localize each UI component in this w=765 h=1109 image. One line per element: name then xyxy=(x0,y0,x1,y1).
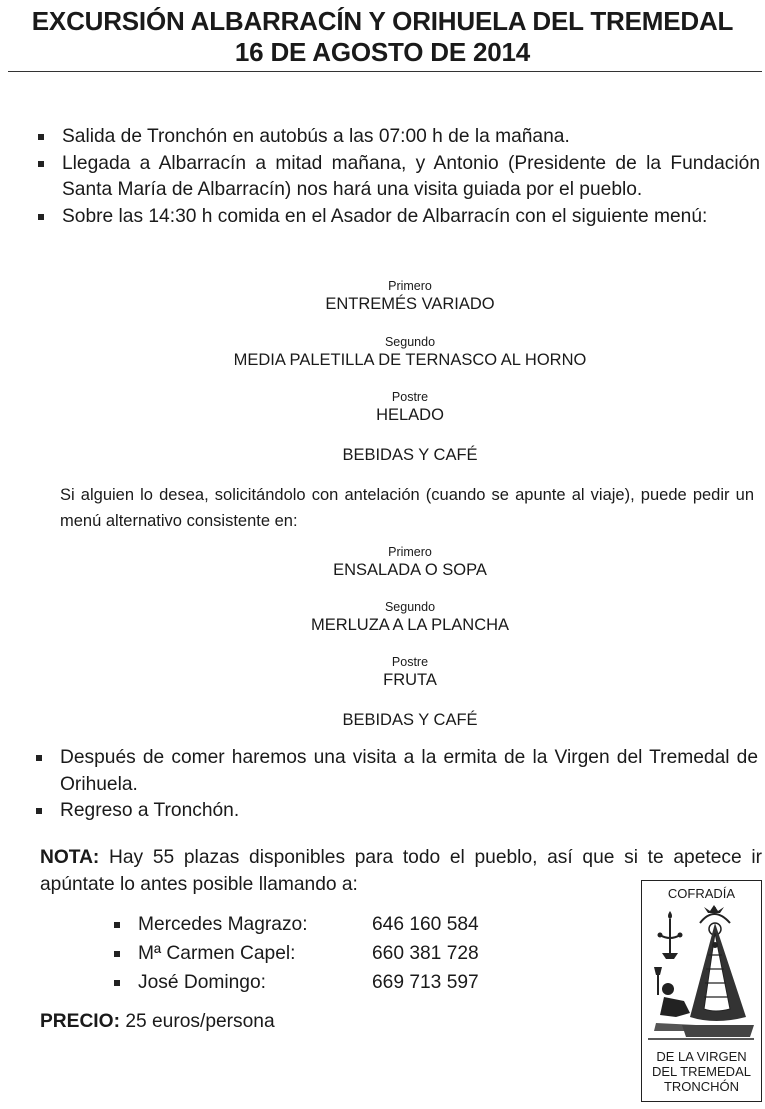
bullet-icon xyxy=(36,755,42,761)
course-dish: MERLUZA A LA PLANCHA xyxy=(310,616,510,634)
menu-dessert xyxy=(40,390,765,426)
alternative-menu-note: Si alguien lo desea, solicitándolo con antelación (cuando se apunte al viaje), puede pedir un menú alternativo consistente en: xyxy=(60,486,754,530)
contact-item xyxy=(110,910,479,939)
cofradia-seal xyxy=(641,880,762,1102)
price-label: PRECIO: xyxy=(40,1011,120,1032)
course-dish: ENSALADA O SOPA xyxy=(333,561,487,579)
contact-phone: 646 160 584 xyxy=(372,914,479,935)
course-dish: HELADO xyxy=(376,406,444,424)
contact-item xyxy=(110,968,479,997)
itinerary-item: Salida de Tronchón en autobús a las 07:00 h de la mañana. xyxy=(36,124,760,151)
contact-name: Mª Carmen Capel: xyxy=(138,943,296,964)
bullet-icon xyxy=(38,161,44,167)
contact-name: José Domingo: xyxy=(138,972,266,993)
seal-bottom-line-3: TRONCHÓN xyxy=(663,1079,740,1094)
course-label: Primero xyxy=(388,545,432,559)
course-label: Primero xyxy=(388,279,432,293)
course-dish: BEBIDAS Y CAFÉ xyxy=(342,446,478,464)
title-line-1: EXCURSIÓN ALBARRACÍN Y ORIHUELA DEL TREMEDAL xyxy=(31,6,734,36)
document-title xyxy=(0,6,765,68)
title-line-2: 16 DE AGOSTO DE 2014 xyxy=(234,37,531,67)
itinerary-item: Llegada a Albarracín a mitad mañana, y Antonio (Presidente de la Fundación Santa María de Albarracín) nos hará una visita guiada por el pueblo. xyxy=(36,151,760,204)
menu-drinks xyxy=(40,444,765,466)
course-dish: FRUTA xyxy=(383,671,437,689)
seal-bottom-line-2: DEL TREMEDAL xyxy=(652,1064,751,1079)
bullet-icon xyxy=(38,134,44,140)
course-dish: MEDIA PALETILLA DE TERNASCO AL HORNO xyxy=(233,351,587,369)
note-text: Hay 55 plazas disponibles para todo el pueblo, así que si te apetece ir apúntate lo antes posible llamando a: xyxy=(40,847,762,895)
seal-bottom-line-1: DE LA VIRGEN xyxy=(656,1049,747,1064)
contact-name: Mercedes Magrazo: xyxy=(138,914,308,935)
bullet-icon xyxy=(38,214,44,220)
menu-first-course xyxy=(40,279,765,315)
title-divider xyxy=(8,71,762,72)
course-label: Postre xyxy=(391,390,429,404)
contact-list xyxy=(110,910,479,997)
course-label: Segundo xyxy=(384,335,436,349)
alt-menu-dessert xyxy=(40,655,765,691)
course-label: Segundo xyxy=(384,600,436,614)
course-label: Postre xyxy=(391,655,429,669)
virgin-figure-icon xyxy=(646,905,756,1045)
alt-menu-second-course xyxy=(40,600,765,636)
price-value: 25 euros/persona xyxy=(125,1011,275,1032)
seal-top-text: COFRADÍA xyxy=(667,886,736,901)
itinerary-item: Sobre las 14:30 h comida en el Asador de Albarracín con el siguiente menú: xyxy=(36,204,760,231)
course-dish: BEBIDAS Y CAFÉ xyxy=(342,711,478,729)
itinerary-item: Después de comer haremos una visita a la ermita de la Virgen del Tremedal de Orihuela. xyxy=(34,745,758,798)
alt-menu-drinks xyxy=(40,709,765,731)
itinerary-after-list xyxy=(34,745,758,825)
itinerary-item: Regreso a Tronchón. xyxy=(34,798,758,825)
bullet-icon xyxy=(36,808,42,814)
bullet-icon xyxy=(114,922,120,928)
menu-second-course xyxy=(40,335,765,371)
contact-phone: 660 381 728 xyxy=(372,943,479,964)
course-dish: ENTREMÉS VARIADO xyxy=(325,295,495,313)
contact-item xyxy=(110,939,479,968)
price-line xyxy=(40,1008,275,1036)
bullet-icon xyxy=(114,980,120,986)
itinerary-list xyxy=(36,124,760,230)
contact-phone: 669 713 597 xyxy=(372,972,479,993)
note-label: NOTA: xyxy=(40,847,100,868)
alt-menu-first-course xyxy=(40,545,765,581)
bullet-icon xyxy=(114,951,120,957)
